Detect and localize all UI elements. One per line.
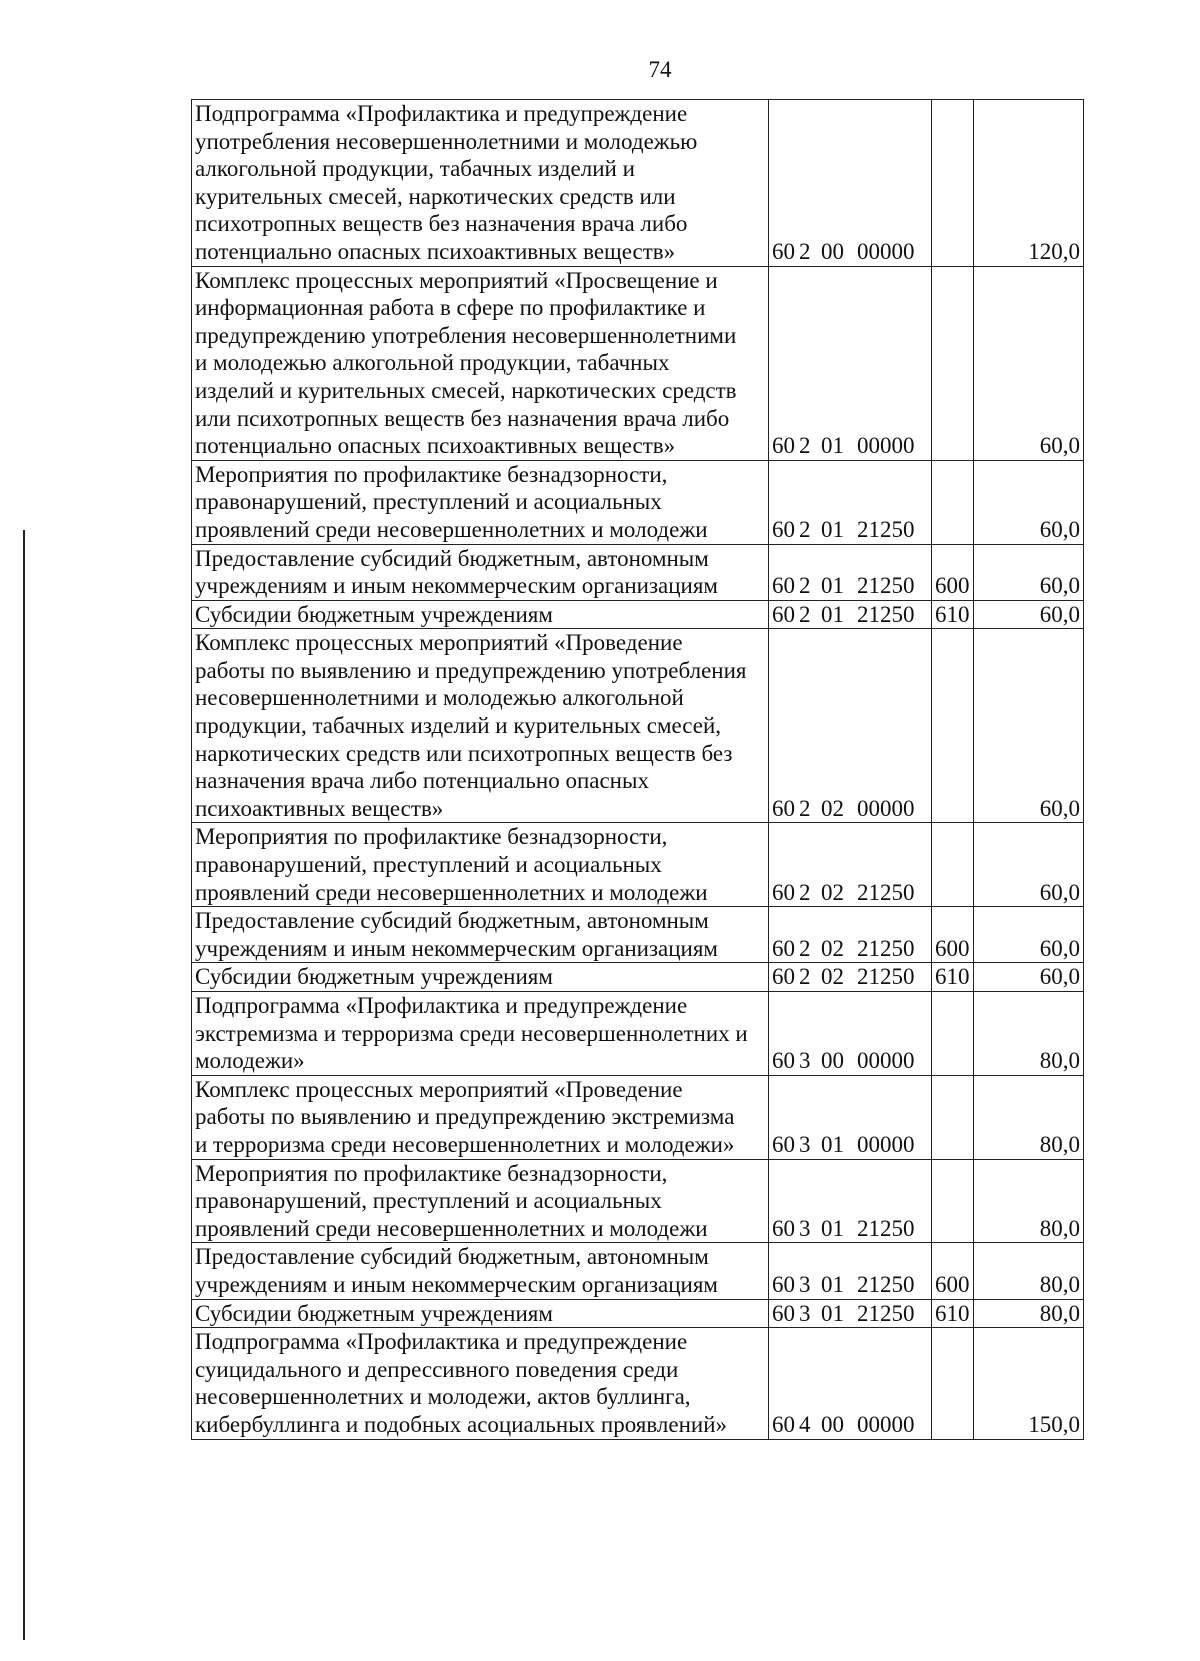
expenditure-name-line: употребления несовершеннолетними и молодежью [195,128,698,154]
code-segment: 21250 [857,1300,915,1326]
code-segment: 02 [821,964,844,990]
target-article-code-cell [769,1299,932,1328]
amount-cell: 60,0 [974,266,1084,460]
code-segment: 01 [821,1300,844,1326]
expenditure-name-line: учреждениям и иным некоммерческим организациям [195,573,718,599]
code-segment: 02 [821,795,844,821]
budget-table-body [192,100,1084,1440]
code-segment: 00000 [857,1131,915,1157]
code-segment: 21250 [857,879,915,905]
code-segment: 60 [772,1048,795,1074]
expenditure-name-cell [192,544,769,600]
expenditure-name-cell [192,266,769,460]
code-segment: 2 [799,935,811,961]
code-segment: 02 [821,879,844,905]
expenditure-name-line: правонарушений, преступлений и асоциальных [195,489,662,515]
expense-type-cell [932,100,974,267]
expenditure-name-line: или психотропных веществ без назначения врача либо [195,405,730,431]
expenditure-name-line: суицидального и депрессивного поведения среди [195,1356,679,1382]
code-segment: 60 [772,1300,795,1326]
table-row [192,907,1084,963]
budget-table [191,99,1084,1440]
expense-type-cell [932,460,974,544]
expenditure-name-line: Субсидии бюджетным учреждениям [195,1300,553,1326]
expenditure-name-line: потенциально опасных психоактивных веществ» [195,433,676,459]
code-segment: 60 [772,573,795,599]
expenditure-name-cell [192,1328,769,1439]
amount-cell: 80,0 [974,1159,1084,1243]
expenditure-name-line: информационная работа в сфере по профилактике и [195,295,706,321]
code-segment: 00000 [857,433,915,459]
code-segment: 60 [772,1215,795,1241]
code-segment: 60 [772,516,795,542]
amount-cell: 80,0 [974,1243,1084,1299]
amount-cell: 60,0 [974,544,1084,600]
expenditure-name-line: изделий и курительных смесей, наркотических средств [195,377,737,403]
code-segment: 60 [772,964,795,990]
table-row [192,266,1084,460]
code-segment: 01 [821,1131,844,1157]
expenditure-name-cell [192,823,769,907]
expenditure-name-line: и молодежью алкогольной продукции, табачных [195,350,670,376]
code-segment: 2 [799,238,811,264]
code-segment: 02 [821,935,844,961]
expense-type-cell: 600 [932,907,974,963]
target-article-code-cell [769,963,932,992]
target-article-code-cell [769,629,932,823]
code-segment: 21250 [857,516,915,542]
code-segment: 01 [821,601,844,627]
expenditure-name-line: наркотических средств или психотропных веществ без [195,740,733,766]
expenditure-name-line: Подпрограмма «Профилактика и предупреждение [195,1329,688,1355]
target-article-code-cell [769,1328,932,1439]
code-segment: 00 [821,1411,844,1437]
target-article-code-cell [769,266,932,460]
table-row [192,1299,1084,1328]
table-row [192,963,1084,992]
expenditure-name-line: Субсидии бюджетным учреждениям [195,964,553,990]
expenditure-name-cell [192,1159,769,1243]
expenditure-name-cell [192,100,769,267]
code-segment: 4 [799,1411,811,1437]
code-segment: 21250 [857,1215,915,1241]
code-segment: 01 [821,516,844,542]
code-segment: 60 [772,879,795,905]
table-row [192,600,1084,629]
table-row [192,992,1084,1076]
code-segment: 21250 [857,935,915,961]
code-segment: 3 [799,1131,811,1157]
code-segment: 2 [799,433,811,459]
code-segment: 01 [821,1215,844,1241]
expenditure-name-cell [192,600,769,629]
code-segment: 21250 [857,601,915,627]
expenditure-name-line: и терроризма среди несовершеннолетних и молодежи» [195,1131,735,1157]
code-segment: 00 [821,238,844,264]
table-row [192,1159,1084,1243]
amount-cell: 80,0 [974,992,1084,1076]
expenditure-name-line: правонарушений, преступлений и асоциальных [195,1188,662,1214]
expenditure-name-line: предупреждению употребления несовершеннолетними [195,322,737,348]
code-segment: 60 [772,433,795,459]
code-segment: 2 [799,516,811,542]
expenditure-name-line: Мероприятия по профилактике безнадзорности, [195,824,668,850]
amount-cell: 60,0 [974,823,1084,907]
expenditure-name-cell [192,1243,769,1299]
expenditure-name-line: назначения врача либо потенциально опасных [195,768,649,794]
amount-cell: 120,0 [974,100,1084,267]
expenditure-name-cell [192,963,769,992]
code-segment: 3 [799,1215,811,1241]
page-number: 74 [648,57,672,82]
expenditure-name-line: несовершеннолетних и молодежи, актов буллинга, [195,1384,691,1410]
expenditure-name-line: кибербуллинга и подобных асоциальных проявлений» [195,1411,728,1437]
code-segment: 00 [821,1048,844,1074]
amount-cell: 60,0 [974,600,1084,629]
code-segment: 00000 [857,1048,915,1074]
expense-type-cell [932,823,974,907]
code-segment: 00000 [857,1411,915,1437]
expenditure-name-line: Субсидии бюджетным учреждениям [195,601,553,627]
expenditure-name-line: психотропных веществ без назначения врача либо [195,211,688,237]
expenditure-name-cell [192,992,769,1076]
code-segment: 21250 [857,964,915,990]
code-segment: 60 [772,1411,795,1437]
target-article-code-cell [769,1075,932,1159]
target-article-code-cell [769,907,932,963]
expenditure-name-line: работы по выявлению и предупреждению экстремизма [195,1104,735,1130]
code-segment: 21250 [857,573,915,599]
code-segment: 60 [772,1131,795,1157]
amount-cell: 80,0 [974,1299,1084,1328]
expenditure-name-line: работы по выявлению и предупреждению употребления [195,657,747,683]
expenditure-name-line: алкогольной продукции, табачных изделий и [195,156,635,182]
code-segment: 01 [821,573,844,599]
expenditure-name-line: Мероприятия по профилактике безнадзорности, [195,1160,668,1186]
expenditure-name-line: проявлений среди несовершеннолетних и молодежи [195,1215,708,1241]
target-article-code-cell [769,460,932,544]
expenditure-name-line: проявлений среди несовершеннолетних и молодежи [195,879,708,905]
code-segment: 2 [799,795,811,821]
amount-cell: 80,0 [974,1075,1084,1159]
target-article-code-cell [769,600,932,629]
expenditure-name-line: проявлений среди несовершеннолетних и молодежи [195,516,708,542]
expenditure-name-line: молодежи» [195,1048,305,1074]
expense-type-cell [932,1159,974,1243]
expenditure-name-line: Предоставление субсидий бюджетным, автономным [195,1244,709,1270]
expenditure-name-cell [192,1075,769,1159]
table-row [192,629,1084,823]
target-article-code-cell [769,544,932,600]
code-segment: 60 [772,238,795,264]
code-segment: 60 [772,1271,795,1297]
expenditure-name-line: несовершеннолетними и молодежью алкогольной [195,685,684,711]
expense-type-cell [932,266,974,460]
expenditure-name-line: Подпрограмма «Профилактика и предупреждение [195,993,688,1018]
expenditure-name-line: Предоставление субсидий бюджетным, автономным [195,545,709,571]
expenditure-name-cell [192,629,769,823]
expense-type-cell: 610 [932,963,974,992]
expenditure-name-line: потенциально опасных психоактивных веществ» [195,238,676,264]
target-article-code-cell [769,100,932,267]
expense-type-cell [932,629,974,823]
code-segment: 00000 [857,795,915,821]
code-segment: 60 [772,935,795,961]
code-segment: 2 [799,601,811,627]
code-segment: 3 [799,1300,811,1326]
target-article-code-cell [769,1159,932,1243]
code-segment: 00000 [857,238,915,264]
code-segment: 01 [821,1271,844,1297]
expenditure-name-line: Комплекс процессных мероприятий «Проведение [195,630,683,656]
expenditure-name-line: учреждениям и иным некоммерческим организациям [195,1271,718,1297]
table-row [192,100,1084,267]
scan-margin-line [23,530,25,1640]
expenditure-name-line: правонарушений, преступлений и асоциальных [195,852,662,878]
expense-type-cell: 600 [932,544,974,600]
expenditure-name-line: экстремизма и терроризма среди несовершеннолетних и [195,1020,748,1046]
expenditure-name-line: учреждениям и иным некоммерческим организациям [195,935,718,961]
expense-type-cell: 610 [932,1299,974,1328]
table-row [192,1243,1084,1299]
expenditure-name-line: психоактивных веществ» [195,795,444,821]
amount-cell: 150,0 [974,1328,1084,1439]
amount-cell: 60,0 [974,907,1084,963]
code-segment: 60 [772,601,795,627]
code-segment: 2 [799,964,811,990]
expenditure-name-line: Комплекс процессных мероприятий «Проведение [195,1076,683,1102]
table-row [192,1075,1084,1159]
expenditure-name-cell [192,907,769,963]
expense-type-cell: 610 [932,600,974,629]
expenditure-name-cell [192,1299,769,1328]
table-row [192,460,1084,544]
expenditure-name-line: продукции, табачных изделий и курительных смесей, [195,713,722,739]
table-row [192,544,1084,600]
code-segment: 21250 [857,1271,915,1297]
amount-cell: 60,0 [974,460,1084,544]
expenditure-name-line: Мероприятия по профилактике безнадзорности, [195,461,668,487]
expenditure-name-line: курительных смесей, наркотических средств или [195,183,676,209]
expense-type-cell [932,1328,974,1439]
target-article-code-cell [769,992,932,1076]
amount-cell: 60,0 [974,629,1084,823]
expenditure-name-line: Предоставление субсидий бюджетным, автономным [195,908,709,934]
expenditure-name-line: Подпрограмма «Профилактика и предупреждение [195,101,688,126]
code-segment: 2 [799,573,811,599]
code-segment: 60 [772,795,795,821]
expenditure-name-cell [192,460,769,544]
expense-type-cell: 600 [932,1243,974,1299]
amount-cell: 60,0 [974,963,1084,992]
expenditure-name-line: Комплекс процессных мероприятий «Просвещение и [195,267,718,293]
target-article-code-cell [769,823,932,907]
code-segment: 3 [799,1048,811,1074]
expense-type-cell [932,992,974,1076]
table-row [192,1328,1084,1439]
code-segment: 3 [799,1271,811,1297]
target-article-code-cell [769,1243,932,1299]
code-segment: 2 [799,879,811,905]
code-segment: 01 [821,433,844,459]
table-row [192,823,1084,907]
expense-type-cell [932,1075,974,1159]
